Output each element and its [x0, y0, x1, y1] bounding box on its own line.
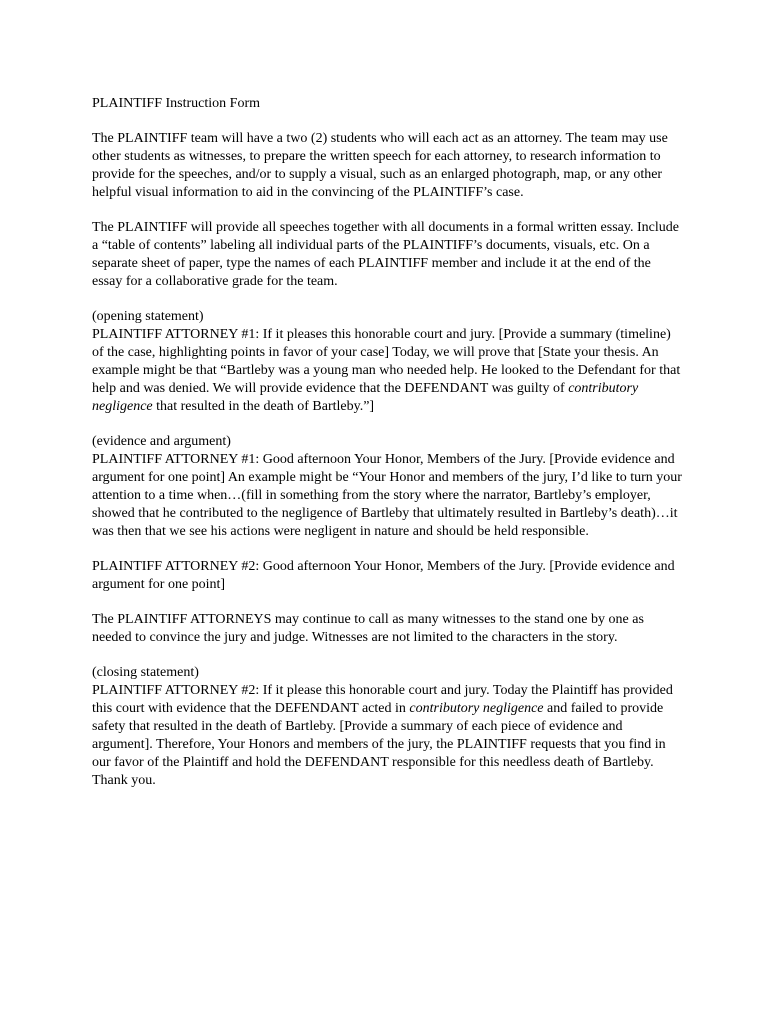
closing-statement-italic: contributory negligence	[409, 701, 544, 716]
attorney2-paragraph: PLAINTIFF ATTORNEY #2: Good afternoon Your Honor, Members of the Jury. [Provide evidence and argument for one point]	[92, 559, 675, 592]
intro-paragraph: The PLAINTIFF team will have a two (2) students who will each act as an attorney. The team may use other students as witnesses, to prepare the written speech for each attorney, to research information to provide for the speeches, and/or to supply a visual, such as an enlarged photograph, map, or any other helpful visual information to aid in the convincing of the PLAINTIFF’s case.	[92, 131, 668, 200]
document-title: PLAINTIFF Instruction Form	[92, 96, 260, 111]
opening-statement-label: (opening statement)	[92, 309, 204, 324]
evidence-text: PLAINTIFF ATTORNEY #1: Good afternoon Your Honor, Members of the Jury. [Provide evidence and argument for one point] An example might be “Your Honor and members of the jury, I’d like to turn your attention to a time when…(fill in something from the story where the narrator, Bartleby’s employer, showed that he contributed to the negligence of Bartleby that ultimately resulted in Bartleby’s death)…it was then that we see his actions were negligent in nature and should be held responsible.	[92, 452, 682, 539]
document-body	[92, 95, 682, 807]
closing-statement-text-end: and failed to provide safety that resulted in the death of Bartleby. [Provide a summary of each piece of evidence and argument]. Therefore, Your Honors and members of the jury, the PLAINTIFF requests that you find in our favor of the Plaintiff and hold the DEFENDANT responsible for this needless death of Bartleby. Thank you.	[92, 701, 666, 788]
witness-paragraph: The PLAINTIFF ATTORNEYS may continue to call as many witnesses to the stand one by one as needed to convince the jury and judge. Witnesses are not limited to the characters in the story.	[92, 612, 644, 645]
opening-statement-text-end: that resulted in the death of Bartleby.”]	[152, 399, 375, 414]
closing-statement-label: (closing statement)	[92, 665, 199, 680]
opening-statement-text-start: PLAINTIFF ATTORNEY #1: If it pleases this honorable court and jury. [Provide a summary (timeline) of the case, highlighting points in favor of your case] Today, we will prove that [State your thesis. An example might be that “Bartleby was a young man who needed help. He looked to the Defendant for that help and was denied. We will provide evidence that the DEFENDANT was guilty of	[92, 327, 681, 396]
evidence-section	[92, 433, 682, 541]
opening-statement-italic: contributory negligence	[92, 381, 639, 414]
opening-statement-section	[92, 308, 682, 416]
closing-statement-section	[92, 664, 682, 790]
evidence-label: (evidence and argument)	[92, 434, 231, 449]
essay-instructions-paragraph: The PLAINTIFF will provide all speeches together with all documents in a formal written essay. Include a “table of contents” labeling all individual parts of the PLAINTIFF’s documents, visuals, etc. On a separate sheet of paper, type the names of each PLAINTIFF member and include it at the end of the essay for a collaborative grade for the team.	[92, 220, 679, 289]
closing-statement-text-start: PLAINTIFF ATTORNEY #2: If it please this honorable court and jury. Today the Plaintiff has provided this court with evidence that the DEFENDANT acted in	[92, 683, 673, 716]
